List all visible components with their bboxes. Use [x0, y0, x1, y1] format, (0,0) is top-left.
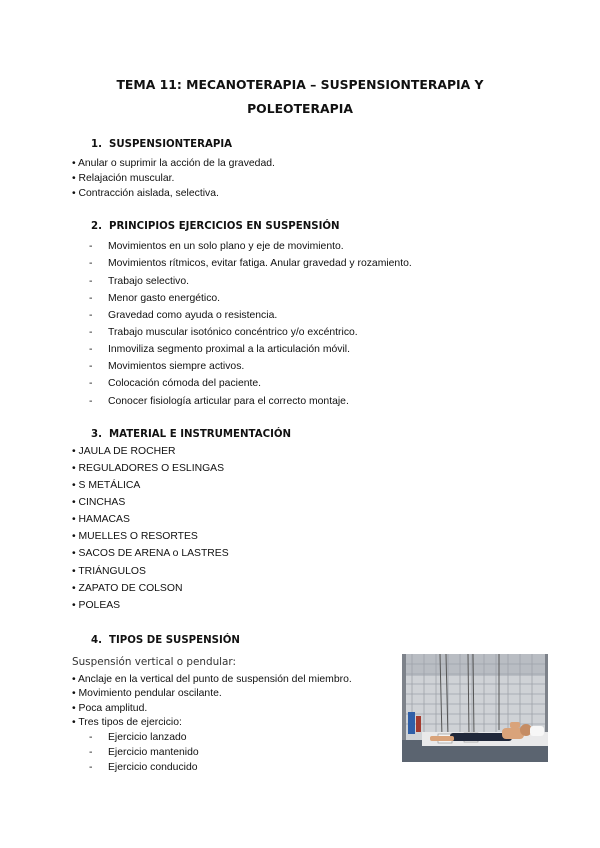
list-item: • Relajación muscular. — [72, 173, 175, 184]
list-item: • MUELLES O RESORTES — [72, 531, 198, 542]
section-title: TIPOS DE SUSPENSIÓN — [109, 635, 240, 646]
list-item: • S METÁLICA — [72, 480, 141, 491]
list-item: - Ejercicio conducido — [89, 762, 198, 773]
list-item: - Inmoviliza segmento proximal a la articulación móvil. — [89, 344, 350, 355]
list-item: - Gravedad como ayuda o resistencia. — [89, 310, 278, 321]
list-item: - Trabajo muscular isotónico concéntrico y/o excéntrico. — [89, 327, 358, 338]
list-item: • Poca amplitud. — [72, 703, 148, 714]
section-number: 3. — [91, 429, 102, 440]
list-item: • CINCHAS — [72, 497, 126, 508]
list-item: • TRIÁNGULOS — [72, 566, 146, 577]
section-heading-4 — [91, 635, 240, 646]
section-heading-2 — [91, 221, 340, 232]
suspension-therapy-photo — [402, 654, 548, 762]
list-item: - Movimientos siempre activos. — [89, 361, 245, 372]
list-item: - Ejercicio lanzado — [89, 732, 187, 743]
section-heading-1 — [91, 139, 232, 150]
page-title-line-2: POLEOTERAPIA — [247, 101, 353, 116]
section-number: 2. — [91, 221, 102, 232]
list-item: • HAMACAS — [72, 514, 130, 525]
list-item: - Conocer fisiología articular para el correcto montaje. — [89, 396, 349, 407]
list-item: • SACOS DE ARENA o LASTRES — [72, 548, 229, 559]
subheading: Suspensión vertical o pendular: — [72, 656, 237, 668]
list-item: • Anclaje en la vertical del punto de suspensión del miembro. — [72, 674, 352, 685]
section-number: 1. — [91, 139, 102, 150]
list-item: - Trabajo selectivo. — [89, 276, 190, 287]
section-title: PRINCIPIOS EJERCICIOS EN SUSPENSIÓN — [109, 221, 340, 232]
list-item: • REGULADORES O ESLINGAS — [72, 463, 225, 474]
section-title: SUSPENSIONTERAPIA — [109, 139, 232, 150]
section-title: MATERIAL E INSTRUMENTACIÓN — [109, 429, 292, 440]
list-item: • JAULA DE ROCHER — [72, 446, 176, 457]
list-item: • Tres tipos de ejercicio: — [72, 717, 182, 728]
section-number: 4. — [91, 635, 102, 646]
list-item: - Movimientos en un solo plano y eje de movimiento. — [89, 241, 344, 252]
list-item: • Anular o suprimir la acción de la gravedad. — [72, 158, 275, 169]
section-heading-3 — [91, 429, 291, 440]
list-item: • POLEAS — [72, 600, 121, 611]
page-title-line-1: TEMA 11: MECANOTERAPIA – SUSPENSIONTERAPIA Y — [116, 77, 484, 92]
list-item: - Ejercicio mantenido — [89, 747, 199, 758]
list-item: - Movimientos rítmicos, evitar fatiga. Anular gravedad y rozamiento. — [89, 258, 412, 269]
list-item: • Movimiento pendular oscilante. — [72, 688, 222, 699]
list-item: - Colocación cómoda del paciente. — [89, 378, 262, 389]
list-item: • Contracción aislada, selectiva. — [72, 188, 219, 199]
list-item: - Menor gasto energético. — [89, 293, 221, 304]
list-item: • ZAPATO DE COLSON — [72, 583, 183, 594]
